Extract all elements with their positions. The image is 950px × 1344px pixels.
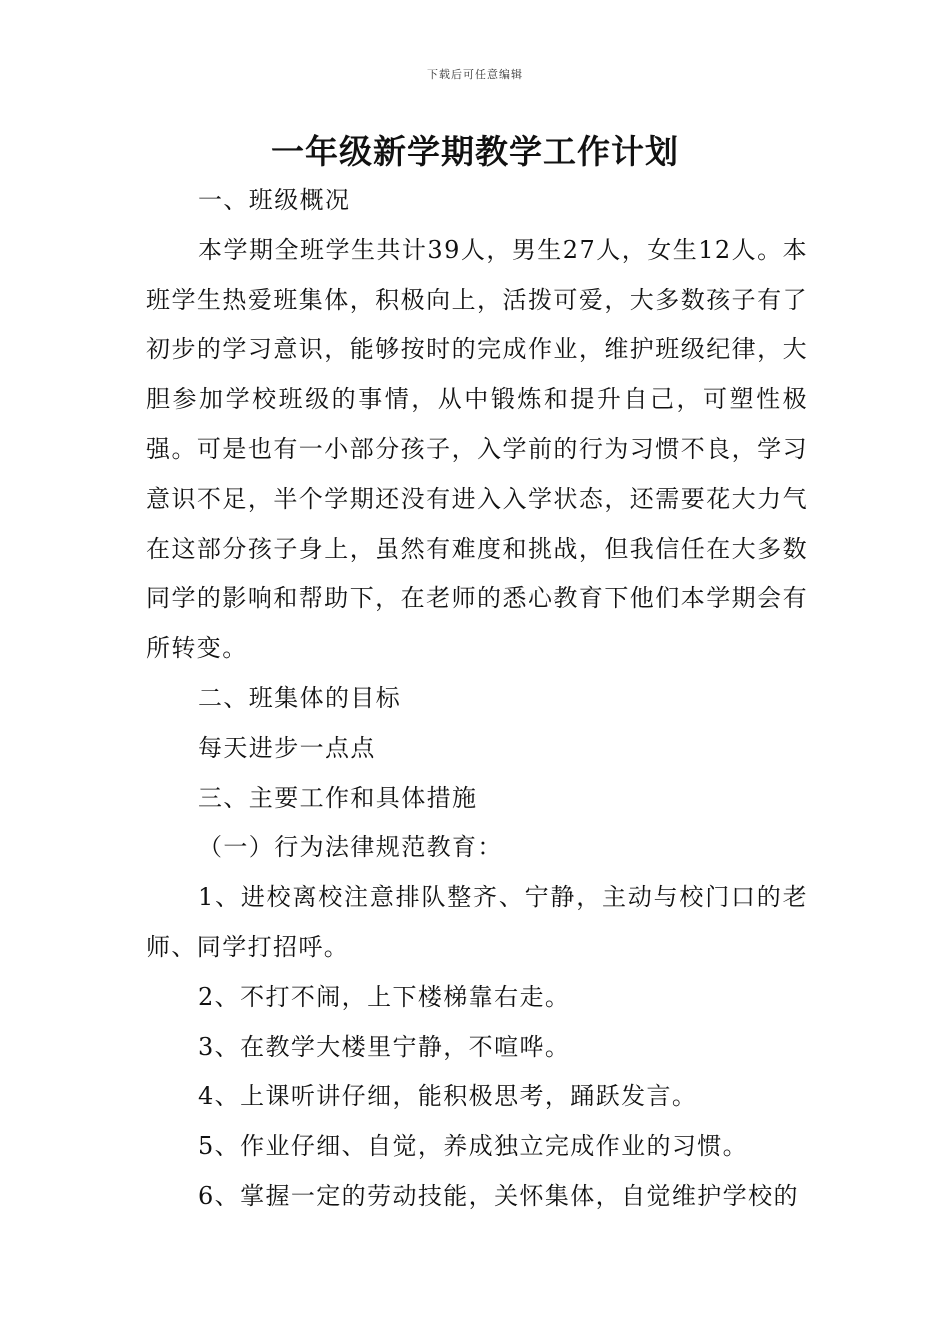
list-item: 4、上课听讲仔细，能积极思考，踊跃发言。 — [198, 1082, 698, 1111]
list-item: 2、不打不闹，上下楼梯靠右走。 — [198, 982, 571, 1011]
paragraph-class-goal: 每天进步一点点 — [198, 733, 376, 762]
list-item: 5、作业仔细、自觉，养成独立完成作业的习惯。 — [198, 1132, 749, 1161]
list-item: 3、在教学大楼里宁静，不喧哗。 — [198, 1032, 571, 1061]
section-heading-class-goal: 二、班集体的目标 — [198, 683, 402, 712]
section-heading-class-overview: 一、班级概况 — [198, 186, 351, 214]
document-body — [146, 176, 808, 1222]
list-item: 1、进校离校注意排队整齐、宁静，主动与校门口的老师、同学打招呼。 — [146, 883, 808, 961]
header-note: 下载后可任意编辑 — [427, 68, 523, 81]
paragraph-class-overview: 本学期全班学生共计39人，男生27人，女生12人。本班学生热爱班集体，积极向上，活拨可爱，大多数孩子有了初步的学习意识，能够按时的完成作业，维护班级纪律，大胆参加学校班级的事情，从中锻炼和提升自己，可塑性极强。可是也有一小部分孩子，入学前的行为习惯不良，学习意识不足，半个学期还没有进入入学状态，还需要花大力气在这部分孩子身上，虽然有难度和挑战，但我信任在大多数同学的影响和帮助下，在老师的悉心教育下他们本学期会有所转变。 — [146, 235, 808, 663]
document-title: 一年级新学期教学工作计划 — [271, 132, 679, 171]
list-item: 6、掌握一定的劳动技能，关怀集体，自觉维护学校的 — [198, 1181, 799, 1210]
subsection-heading-behavior: （一）行为法律规范教育： — [198, 833, 503, 862]
section-heading-main-work: 三、主要工作和具体措施 — [198, 783, 478, 812]
